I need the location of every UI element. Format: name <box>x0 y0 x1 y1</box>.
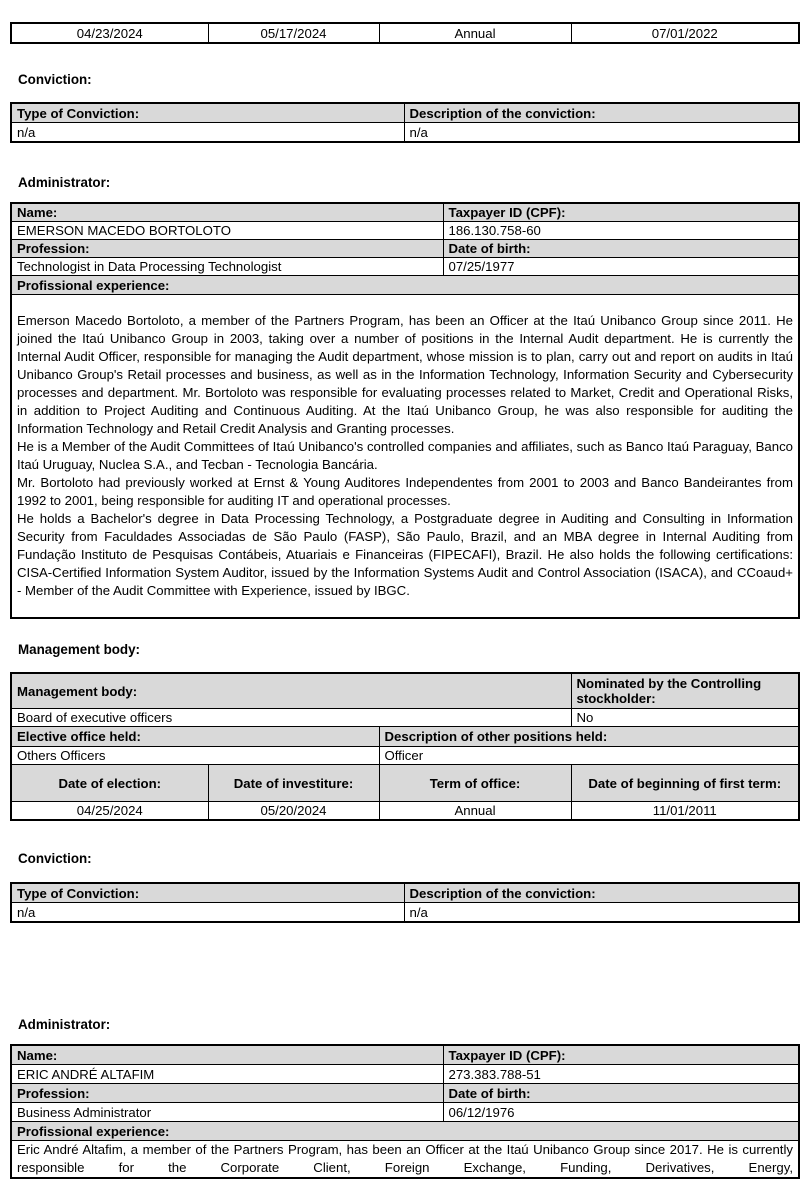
table-row <box>11 1103 799 1122</box>
profession-header-cell: Profession: <box>11 240 443 258</box>
nominated-value-cell: No <box>571 709 799 727</box>
table-row <box>11 802 799 821</box>
name-value-cell: ERIC ANDRÉ ALTAFIM <box>11 1065 443 1084</box>
table-row <box>11 240 799 258</box>
experience-text-cell <box>11 295 799 619</box>
conviction-description-value-cell: n/a <box>404 903 799 923</box>
management-body-value-cell: Board of executive officers <box>11 709 571 727</box>
other-positions-value-cell: Officer <box>379 747 799 765</box>
conviction-table <box>10 102 800 143</box>
table-row <box>11 747 799 765</box>
investiture-date-value-cell: 05/20/2024 <box>208 802 379 821</box>
birth-date-value-cell: 06/12/1976 <box>443 1103 799 1122</box>
table-row <box>11 709 799 727</box>
election-date-cell: 04/23/2024 <box>11 23 208 43</box>
experience-header-cell: Profissional experience: <box>11 276 799 295</box>
conviction-description-header-cell: Description of the conviction: <box>404 883 799 903</box>
nominated-header-cell: Nominated by the Controlling stockholder: <box>571 673 799 709</box>
management-body-heading: Management body: <box>18 642 141 657</box>
table-row <box>11 883 799 903</box>
table-row <box>11 765 799 802</box>
table-row <box>11 295 799 619</box>
table-row <box>11 1045 799 1065</box>
experience-text-cell <box>11 1141 799 1179</box>
first-term-date-cell: 07/01/2022 <box>571 23 799 43</box>
name-header-cell: Name: <box>11 1045 443 1065</box>
name-value-cell: EMERSON MACEDO BORTOLOTO <box>11 222 443 240</box>
type-of-conviction-value-cell: n/a <box>11 903 404 923</box>
experience-header-cell: Profissional experience: <box>11 1122 799 1141</box>
conviction-heading: Conviction: <box>18 851 92 866</box>
administrator-table <box>10 1044 800 1179</box>
first-term-value-cell: 11/01/2011 <box>571 802 799 821</box>
birth-date-header-cell: Date of birth: <box>443 1084 799 1103</box>
first-term-header-cell: Date of beginning of first term: <box>571 765 799 802</box>
birth-date-header-cell: Date of birth: <box>443 240 799 258</box>
table-row <box>11 1141 799 1179</box>
table-row <box>11 258 799 276</box>
elective-office-value-cell: Others Officers <box>11 747 379 765</box>
management-body-header-cell: Management body: <box>11 673 571 709</box>
administrator-heading: Administrator: <box>18 175 111 190</box>
continuation-table <box>10 22 800 44</box>
experience-paragraph: He holds a Bachelor's degree in Data Processing Technology, a Postgraduate degree in Auditing and Consulting in Information Security from Faculdades Associadas de São Paulo (FASP), São Paulo, Brazil, and an MBA degree in Internal Auditing from Fundação Instituto de Pesquisas Contábeis, Atuariais e Financeiras (FIPECAFI), Brazil. He also holds the following certifications: CISA-Certified Information System Auditor, issued by the Information Systems Audit and Control Association (ISACA), and CCoaud+ - Member of the Audit Committee with Experience, issued by IBGC. <box>17 511 793 598</box>
table-row <box>11 903 799 923</box>
election-date-value-cell: 04/25/2024 <box>11 802 208 821</box>
table-row <box>11 727 799 747</box>
administrator-table <box>10 202 800 619</box>
type-of-conviction-header-cell: Type of Conviction: <box>11 103 404 123</box>
experience-paragraph: Mr. Bortoloto had previously worked at Ernst & Young Auditores Independentes from 2001 to 2003 and Banco Bandeirantes from 1992 to 2001, being responsible for auditing IT and operational processes. <box>17 475 793 508</box>
cpf-header-cell: Taxpayer ID (CPF): <box>443 1045 799 1065</box>
conviction-description-value-cell: n/a <box>404 123 799 143</box>
table-row <box>11 203 799 222</box>
management-body-table <box>10 672 800 821</box>
type-of-conviction-value-cell: n/a <box>11 123 404 143</box>
table-row <box>11 276 799 295</box>
profession-value-cell: Business Administrator <box>11 1103 443 1122</box>
conviction-description-header-cell: Description of the conviction: <box>404 103 799 123</box>
table-row <box>11 1122 799 1141</box>
term-of-office-value-cell: Annual <box>379 802 571 821</box>
elective-office-header-cell: Elective office held: <box>11 727 379 747</box>
table-row <box>11 673 799 709</box>
type-of-conviction-header-cell: Type of Conviction: <box>11 883 404 903</box>
table-row <box>11 1084 799 1103</box>
experience-paragraph: Eric André Altafim, a member of the Partners Program, has been an Officer at the Itaú Unibanco Group since 2017. He is currently responsible for the Corporate Client, Foreign Exchange, Funding, Derivatives, Energy, <box>17 1142 793 1175</box>
term-of-office-cell: Annual <box>379 23 571 43</box>
profession-value-cell: Technologist in Data Processing Technologist <box>11 258 443 276</box>
experience-paragraph: He is a Member of the Audit Committees of Itaú Unibanco's controlled companies and affiliates, such as Banco Itaú Paraguay, Banco Itaú Uruguay, Nuclea S.A., and Tecban - Tecnologia Bancária. <box>17 439 793 472</box>
election-date-header-cell: Date of election: <box>11 765 208 802</box>
cpf-value-cell: 273.383.788-51 <box>443 1065 799 1084</box>
cpf-value-cell: 186.130.758-60 <box>443 222 799 240</box>
table-row <box>11 123 799 143</box>
administrator-heading: Administrator: <box>18 1017 111 1032</box>
name-header-cell: Name: <box>11 203 443 222</box>
investiture-date-cell: 05/17/2024 <box>208 23 379 43</box>
birth-date-value-cell: 07/25/1977 <box>443 258 799 276</box>
cpf-header-cell: Taxpayer ID (CPF): <box>443 203 799 222</box>
investiture-date-header-cell: Date of investiture: <box>208 765 379 802</box>
table-row <box>11 222 799 240</box>
conviction-heading: Conviction: <box>18 72 92 87</box>
table-row <box>11 1065 799 1084</box>
conviction-table <box>10 882 800 923</box>
table-row <box>11 103 799 123</box>
table-row <box>11 23 799 43</box>
term-of-office-header-cell: Term of office: <box>379 765 571 802</box>
profession-header-cell: Profession: <box>11 1084 443 1103</box>
experience-paragraph: Emerson Macedo Bortoloto, a member of the Partners Program, has been an Officer at the Itaú Unibanco Group since 2011. He joined the Itaú Unibanco Group in 2003, taking over a number of positions in the Internal Audit department. He is currently the Internal Audit Officer, responsible for managing the Audit department, whose mission is to plan, carry out and report on audits in Itaú Unibanco Group's Retail processes and business, as well as in the Information Technology, Information Security and Cybersecurity processes and department. Mr. Bortoloto was responsible for evaluating processes related to Market, Credit and Operational Risks, in addition to Project Auditing and Continuous Auditing. At the Itaú Unibanco Group, he was also responsible for auditing the Information Technology and Retail Credit Analysis and Granting processes. <box>17 313 793 436</box>
other-positions-header-cell: Description of other positions held: <box>379 727 799 747</box>
